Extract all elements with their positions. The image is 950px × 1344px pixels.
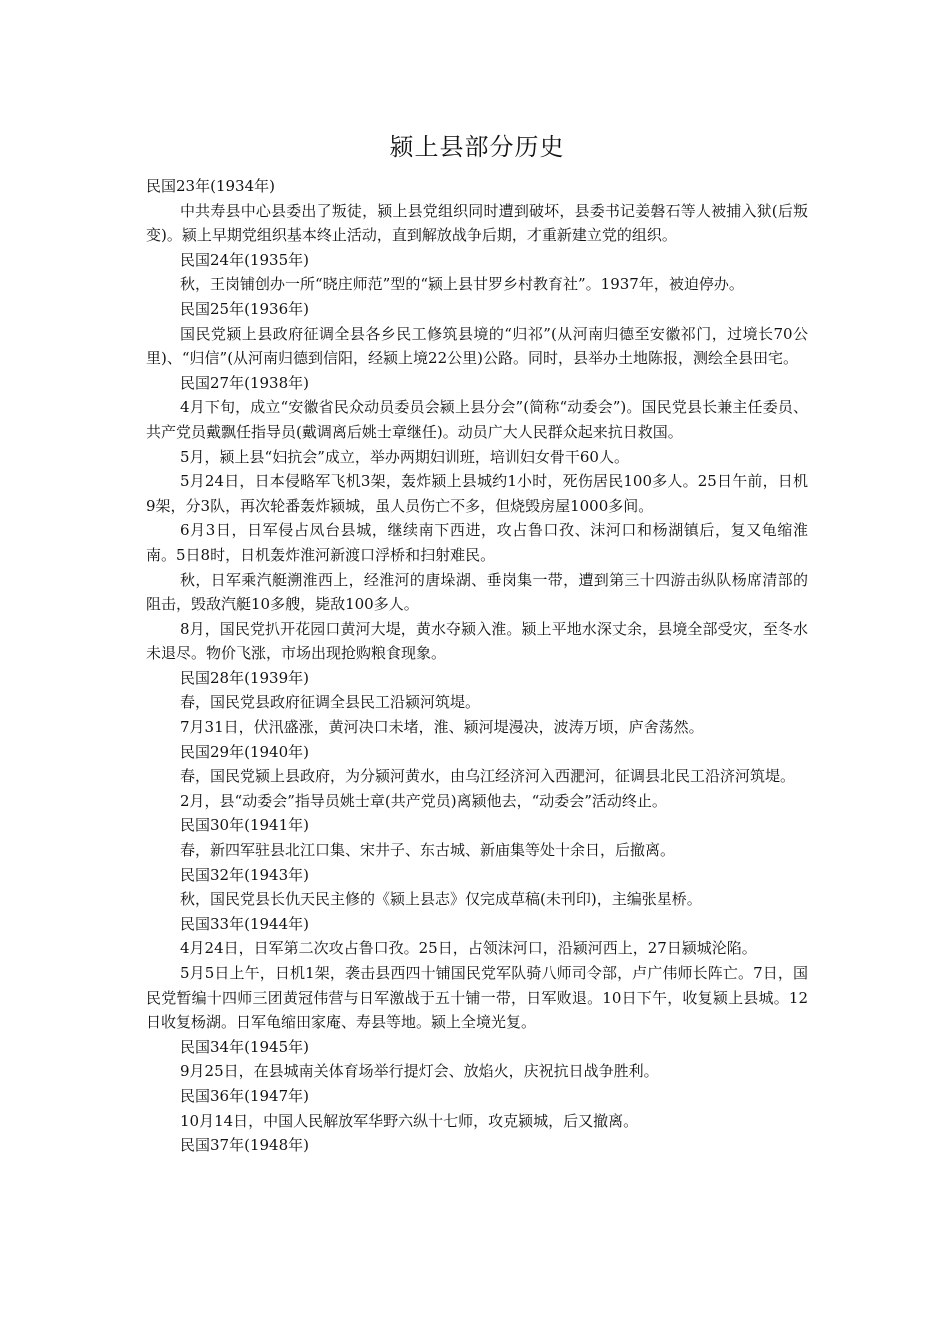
year-heading: 民国27年(1938年)	[180, 373, 309, 392]
year-heading: 民国36年(1947年)	[180, 1086, 309, 1105]
year-heading: 民国37年(1948年)	[180, 1136, 309, 1155]
year-heading: 民国33年(1944年)	[180, 914, 309, 933]
body-paragraph: 国民党颍上县政府征调全县各乡民工修筑县境的“归祁”(从河南归德至安徽祁门，过境长70公里)、“归信”(从河南归德到信阳，经颍上境22公里)公路。同时，县举办土地陈报，测绘全县田宅。	[146, 324, 808, 368]
body-paragraph: 5月，颍上县“妇抗会”成立，举办两期妇训班，培训妇女骨干60人。	[180, 447, 629, 466]
body-paragraph: 秋，国民党县长仇天民主修的《颍上县志》仅完成草稿(未刊印)，主编张星桥。	[180, 890, 702, 909]
body-paragraph: 9月25日，在县城南关体育场举行提灯会、放焰火，庆祝抗日战争胜利。	[180, 1062, 659, 1081]
body-paragraph: 5月5日上午，日机1架，袭击县西四十铺国民党军队骑八师司令部，卢广伟师长阵亡。7日，国民党暂编十四师三团黄冠伟营与日军激战于五十铺一带，日军败退。10日下午，收复颍上县城。12日收复杨湖。日军龟缩田家庵、寿县等地。颍上全境光复。	[146, 964, 808, 1032]
body-paragraph: 7月31日，伏汛盛涨，黄河决口未堵，淮、颍河堤漫决，波涛万顷，庐舍荡然。	[180, 718, 704, 737]
body-paragraph: 5月24日，日本侵略军飞机3架，轰炸颍上县城约1小时，死伤居民100多人。25日午前，日机9架，分3队，再次轮番轰炸颍城，虽人员伤亡不多，但烧毁房屋1000多间。	[146, 472, 808, 515]
body-paragraph: 4月下旬，成立“安徽省民众动员委员会颍上县分会”(简称“动委会”)。国民党县长兼主任委员、共产党员戴飘任指导员(戴调离后姚士章继任)。动员广大人民群众起来抗日救国。	[146, 398, 808, 441]
year-heading: 民国28年(1939年)	[180, 668, 309, 687]
body-paragraph: 秋，王岗铺创办一所“晓庄师范”型的“颍上县甘罗乡村教育社”。1937年，被迫停办。	[180, 275, 744, 294]
year-heading: 民国34年(1945年)	[180, 1037, 309, 1056]
body-paragraph: 春，新四军驻县北江口集、宋井子、东古城、新庙集等处十余日，后撤离。	[180, 841, 676, 860]
body-paragraph: 4月24日，日军第二次攻占鲁口孜。25日，占领沫河口，沿颍河西上，27日颍城沦陷。	[180, 939, 757, 958]
body-paragraph: 8月，国民党扒开花园口黄河大堤，黄水夺颍入淮。颍上平地水深丈余，县境全部受灾，至冬水未退尽。物价飞涨，市场出现抢购粮食现象。	[146, 619, 808, 663]
body-paragraph: 中共寿县中心县委出了叛徒，颍上县党组织同时遭到破坏，县委书记姜磐石等人被捕入狱(后叛变)。颍上早期党组织基本终止活动，直到解放战争后期，才重新建立党的组织。	[146, 201, 808, 245]
year-heading: 民国30年(1941年)	[180, 816, 309, 835]
year-heading: 民国32年(1943年)	[180, 865, 309, 884]
body-paragraph: 春，国民党县政府征调全县民工沿颍河筑堤。	[180, 693, 481, 712]
document-body	[146, 174, 808, 1158]
year-heading: 民国24年(1935年)	[180, 250, 309, 269]
document-title: 颍上县部分历史	[389, 133, 565, 161]
body-paragraph: 秋，日军乘汽艇溯淮西上，经淮河的唐垛湖、垂岗集一带，遭到第三十四游击纵队杨席清部的阻击，毁敌汽艇10多艘，毙敌100多人。	[146, 570, 808, 614]
year-heading: 民国29年(1940年)	[180, 742, 309, 761]
year-heading: 民国23年(1934年)	[146, 177, 275, 195]
year-heading: 民国25年(1936年)	[180, 299, 309, 318]
body-paragraph: 6月3日，日军侵占凤台县城，继续南下西进，攻占鲁口孜、沫河口和杨湖镇后，复又龟缩淮南。5日8时，日机轰炸淮河新渡口浮桥和扫射难民。	[146, 521, 808, 564]
body-paragraph: 2月，县“动委会”指导员姚士章(共产党员)离颍他去，“动委会”活动终止。	[180, 791, 667, 810]
body-paragraph: 10月14日，中国人民解放军华野六纵十七师，攻克颍城，后又撤离。	[180, 1111, 639, 1130]
body-paragraph: 春，国民党颍上县政府，为分颍河黄水，由乌江经济河入西淝河，征调县北民工沿济河筑堤。	[180, 767, 796, 786]
